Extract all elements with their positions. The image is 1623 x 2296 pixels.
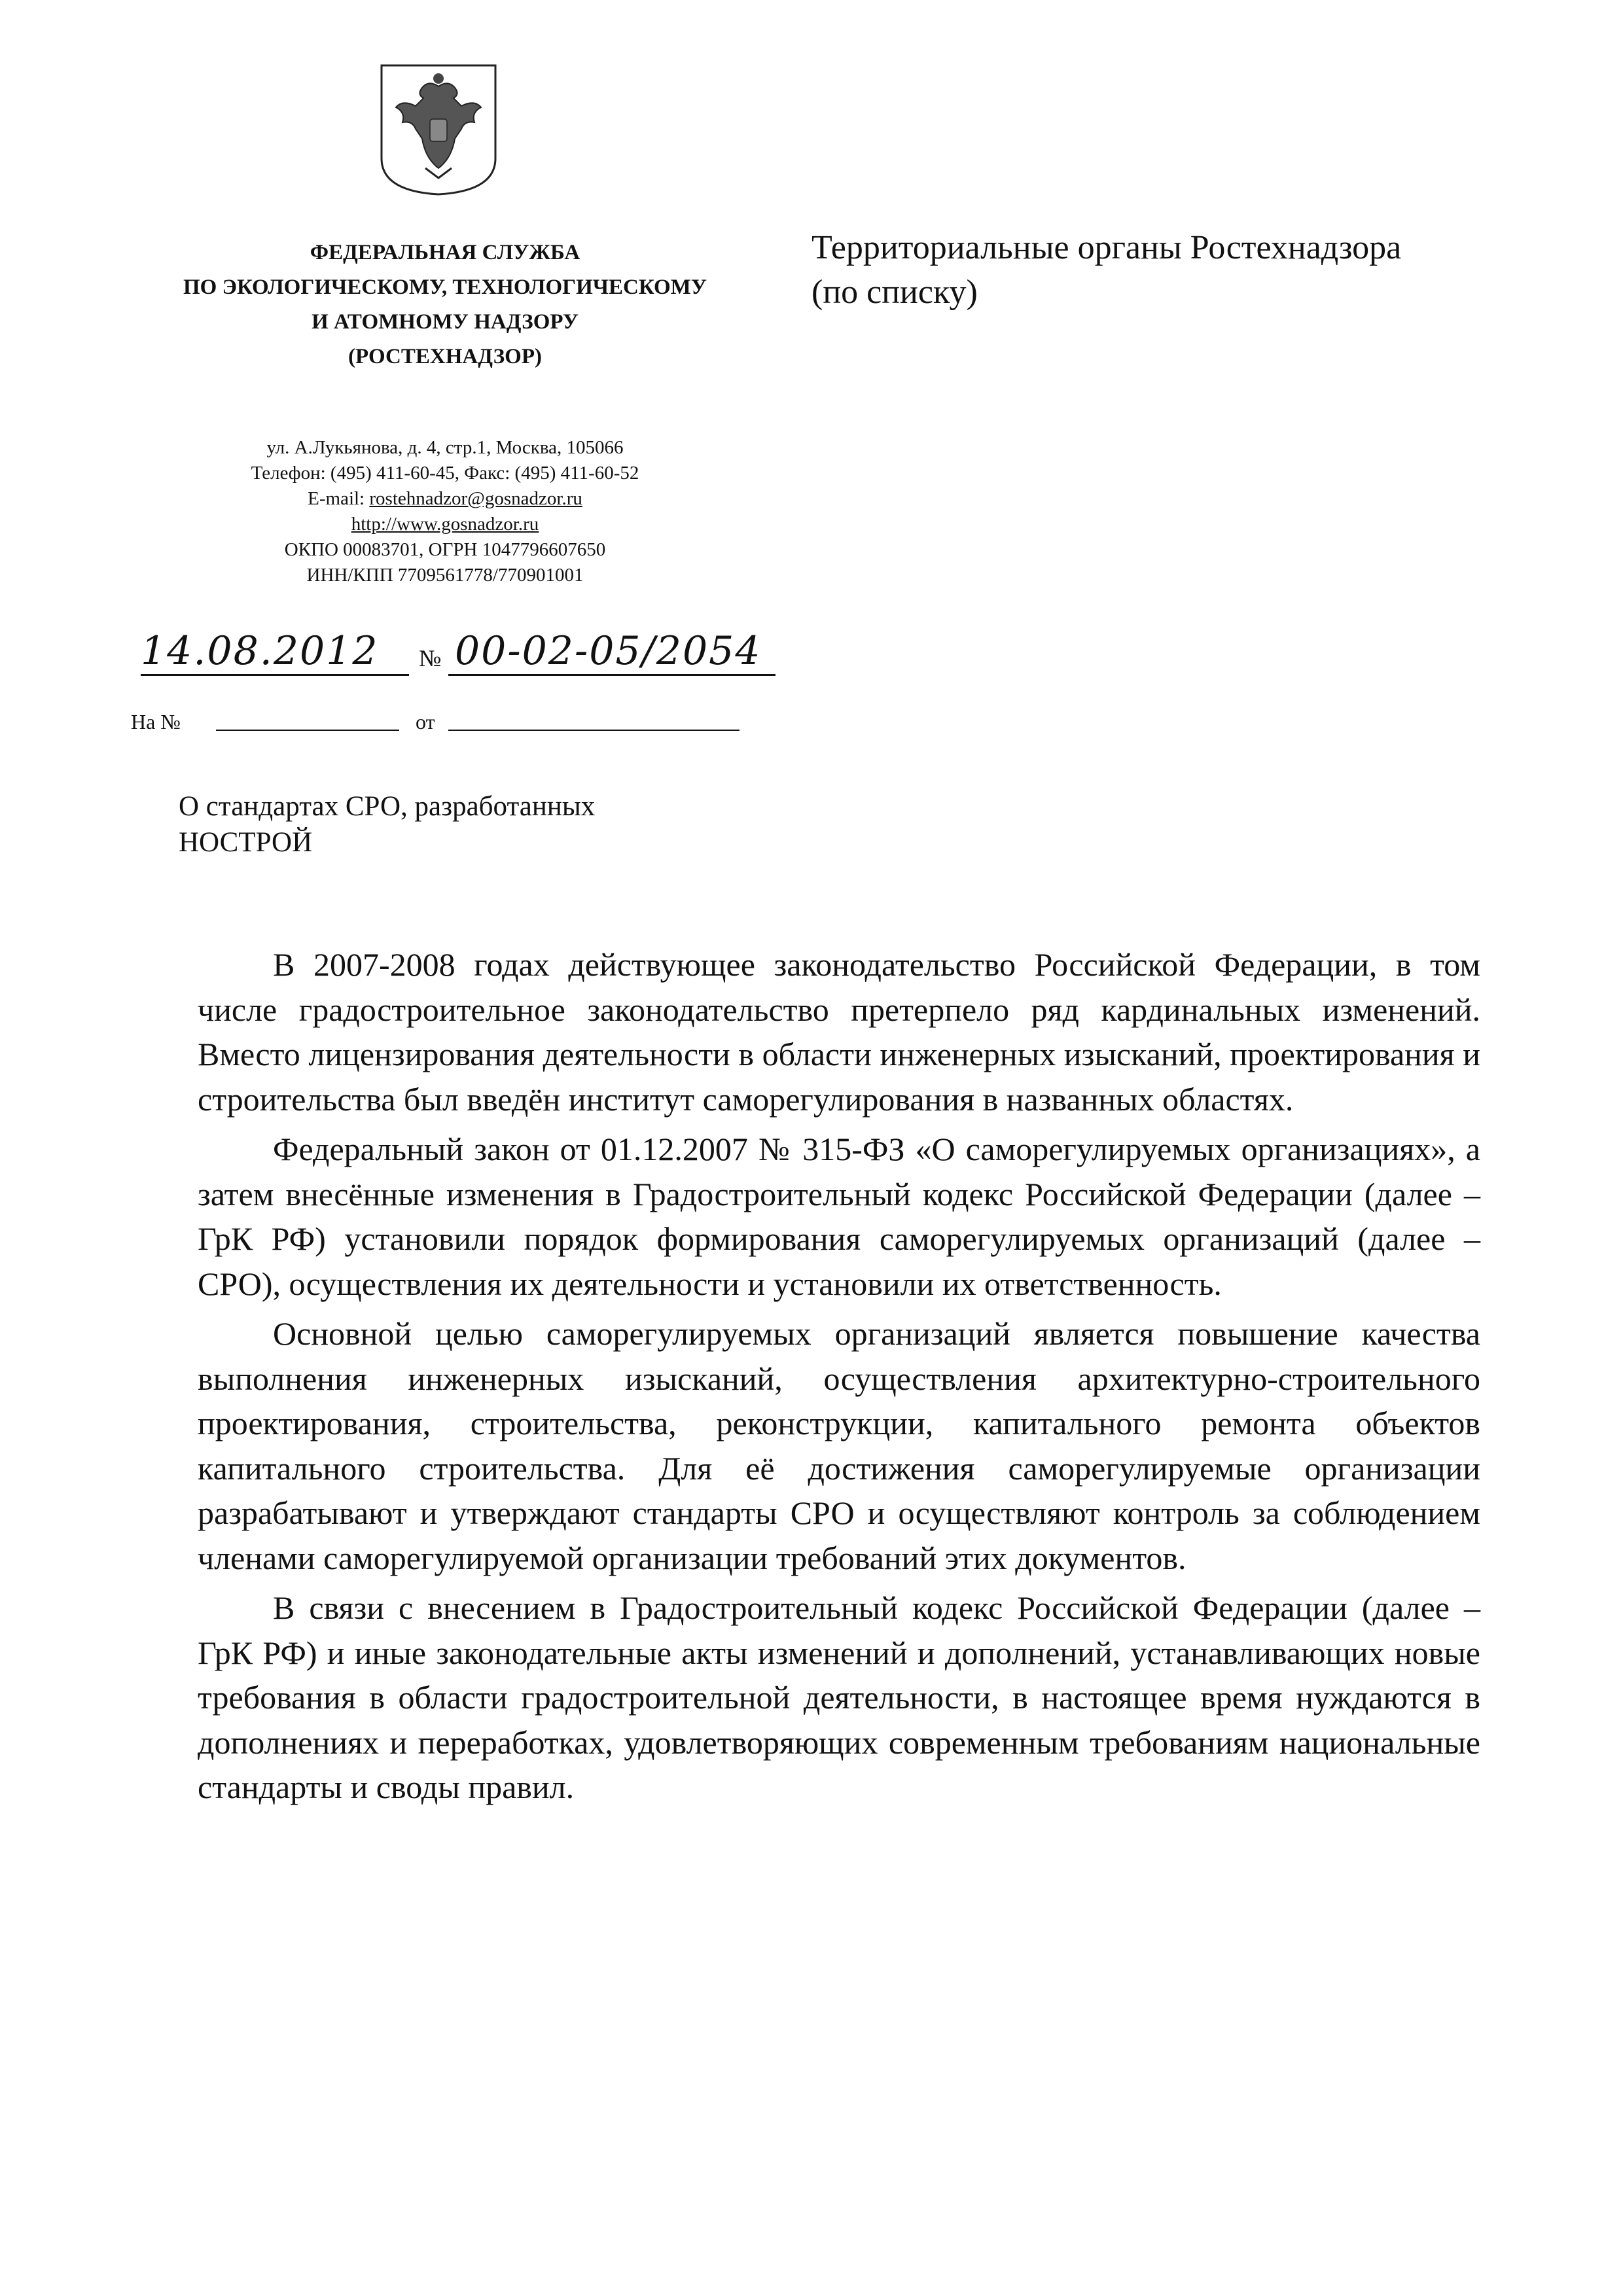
organization-name: [131, 236, 759, 374]
subject-line: НОСТРОЙ: [179, 827, 313, 858]
org-line: ФЕДЕРАЛЬНАЯ СЛУЖБА: [310, 241, 580, 264]
contact-block: [190, 435, 700, 588]
reply-number-blank: [216, 730, 399, 731]
registration-number: 00-02-05/2054: [455, 628, 762, 674]
subject: [179, 788, 768, 860]
date-underline: [141, 674, 409, 676]
phone: Телефон: (495) 411-60-45, Факс: (495) 411-60-52: [251, 463, 639, 484]
email-line: [190, 486, 700, 512]
email-link[interactable]: rostehnadzor@gosnadzor.ru: [369, 488, 582, 509]
number-underline: [448, 674, 776, 676]
email-label: E-mail:: [308, 488, 365, 509]
org-line: ПО ЭКОЛОГИЧЕСКОМУ, ТЕХНОЛОГИЧЕСКОМУ: [183, 275, 707, 299]
reply-date-blank: [448, 730, 740, 731]
website-link[interactable]: http://www.gosnadzor.ru: [351, 514, 539, 535]
recipient-line: (по списку): [812, 274, 978, 311]
reply-reference: [131, 710, 759, 749]
recipient-line: Территориальные органы Ростехнадзора: [812, 229, 1402, 266]
org-line: И АТОМНОМУ НАДЗОРУ: [312, 310, 579, 334]
recipient: [812, 226, 1558, 315]
subject-line: О стандартах СРО, разработанных: [179, 791, 596, 822]
paragraph: В 2007-2008 годах действующее законодательство Российской Федерации, в том числе градостроительное законодательство претерпело ряд кардинальных изменений. Вместо лицензирования деятельности в области инженерных изысканий, проектирования и строительства был введён институт саморегулирования в названных областях.: [198, 946, 1480, 1118]
letter-body: [198, 942, 1480, 1815]
reply-label: На №: [131, 710, 181, 733]
paragraph: Федеральный закон от 01.12.2007 № 315-ФЗ «О саморегулируемых организациях», а затем внесённые изменения в Градостроительный кодекс Российской Федерации (далее – ГрК РФ) установили порядок формирования саморегулируемых организаций (далее – СРО), осуществления их деятельности и установили их ответственность.: [198, 1131, 1480, 1302]
registration-line: [141, 628, 795, 680]
paragraph: В связи с внесением в Градостроительный кодекс Российской Федерации (далее – ГрК РФ) и иные законодательные акты изменений и дополнений, устанавливающих новые требования в области градостроительной деятельности, в настоящее время нуждаются в дополнениях и переработках, удовлетворяющих современным требованиям национальные стандарты и своды правил.: [198, 1589, 1480, 1805]
number-label: №: [419, 645, 442, 671]
paragraph: Основной целью саморегулируемых организаций является повышение качества выполнения инженерных изысканий, осуществления архитектурно-строительного проектирования, строительства, реконструкции, капитального ремонта объектов капитального строительства. Для её достижения саморегулируемые организации разрабатывают и утверждают стандарты СРО и осуществляют контроль за соблюдением членами саморегулируемой организации требований этих документов.: [198, 1315, 1480, 1576]
okpo: ОКПО 00083701, ОГРН 1047796607650: [284, 539, 606, 560]
org-line: (РОСТЕХНАДЗОР): [348, 345, 542, 368]
inn: ИНН/КПП 7709561778/770901001: [306, 565, 584, 586]
from-label: от: [416, 710, 435, 733]
address: ул. А.Лукьянова, д. 4, стр.1, Москва, 105066: [266, 437, 624, 458]
coat-of-arms-icon: [376, 60, 501, 198]
registration-date: 14.08.2012: [141, 628, 379, 674]
